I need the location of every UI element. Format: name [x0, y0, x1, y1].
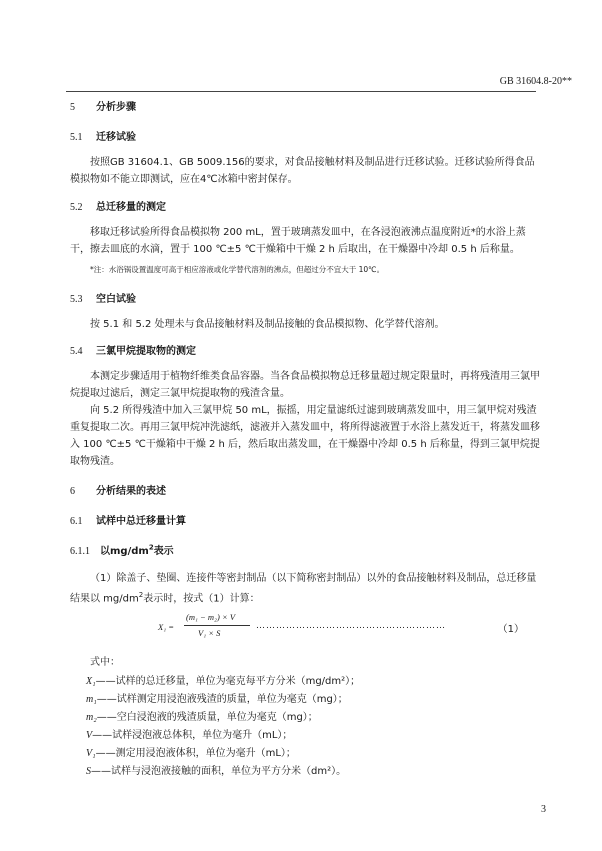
- variable-v1: V₁——测定用浸泡液体积，单位为毫升（mL）；: [86, 748, 296, 759]
- page-number: 3: [541, 804, 546, 815]
- section-6-1-heading: 6.1 试样中总迁移量计算: [70, 516, 186, 527]
- section-5-2-text: 移取迁移试验所得食品模拟物 200 mL，置于玻璃蒸发皿中，在各浸泡液沸点温度附近*的水浴上蒸干，擦去皿底的水滴，置于 100 ℃±5 ℃干燥箱中干燥 2 h 后取出，在干燥器中冷却 0.5 h 后称量。: [70, 227, 526, 255]
- header-rule: [66, 91, 536, 92]
- formula-lhs: X₁ =: [158, 622, 175, 632]
- section-5-3-text: 按 5.1 和 5.2 处理未与食品接触材料及制品接触的食品模拟物、化学替代溶剂。: [90, 319, 445, 330]
- formula-numerator: (m₁ − m₂) × V: [186, 612, 236, 622]
- standard-code: GB 31604.8-20**: [499, 76, 572, 87]
- section-6-1-1-heading: 6.1.1 以$mg/dm^2$表示: [70, 543, 174, 557]
- section-5-1-text: 按照GB 31604.1、GB 5009.156的要求，对食品接触材料及制品进行迁移试验。迁移试验所得食品模拟物如不能立即测试，应在4℃冰箱中密封保存。: [70, 157, 535, 185]
- section-5-heading: 5 分析步骤: [70, 102, 136, 113]
- section-5-4-heading: 5.4 三氯甲烷提取物的测定: [70, 346, 196, 357]
- section-5-3-heading: 5.3 空白试验: [70, 294, 136, 305]
- section-5-1-heading: 5.1 迁移试验: [70, 132, 136, 143]
- variable-x1: X₁——试样的总迁移量，单位为毫克每平方分米（mg/dm²）；: [86, 676, 361, 687]
- formula-denominator: V₁ × S: [198, 628, 221, 638]
- formula-fraction-bar: [184, 625, 250, 626]
- section-6-heading: 6 分析结果的表述: [70, 486, 166, 497]
- section-5-4-text-1: 本测定步骤适用于植物纤维类食品容器。当各食品模拟物总迁移量超过规定限量时，再将残渣用三氯甲烷提取过滤后，测定三氯甲烷提取物的残渣含量。: [70, 371, 540, 399]
- section-5-2-note: *注：水浴锅设置温度可高于相应溶液或化学替代溶剂的沸点，但超过分不宜大于 10℃。: [90, 265, 385, 274]
- where-label: 式中：: [90, 657, 120, 668]
- variable-s: S——试样与浸泡液接触的面积，单位为平方分米（dm²）。: [86, 766, 347, 777]
- variable-v: V——试样浸泡液总体积，单位为毫升（mL）；: [86, 730, 293, 741]
- section-6-1-1-text: （1）除盖子、垫圈、连接件等密封制品（以下简称密封制品）以外的食品接触材料及制品，总迁移量结果以 $mg/dm^2$表示时，按式（1）计算：: [70, 573, 537, 605]
- formula-1: [158, 612, 538, 646]
- formula-number: （1）: [497, 624, 524, 635]
- section-5-4-text-2: 向 5.2 所得残渣中加入三氯甲烷 50 mL，振摇，用定量滤纸过滤到玻璃蒸发皿中，用三氯甲烷对残渣重复提取二次。再用三氯甲烷冲洗滤纸，滤液并入蒸发皿中，将所得滤液置于水浴上蒸发近干，将蒸发皿移入 100 ℃±5 ℃干燥箱中干燥 2 h 后，然后取出蒸发皿，在干燥器中冷却 0.5 h 后称量，得到三氯甲烷提取物残渣。: [70, 405, 540, 467]
- variable-m1: m₁——试样测定用浸泡液残渣的质量，单位为毫克（mg）；: [86, 694, 348, 705]
- section-5-2-heading: 5.2 总迁移量的测定: [70, 202, 166, 213]
- variable-m2: m₂——空白浸泡液的残渣质量，单位为毫克（mg）；: [86, 712, 318, 723]
- formula-leader-dots: …………………………………………………: [256, 620, 446, 630]
